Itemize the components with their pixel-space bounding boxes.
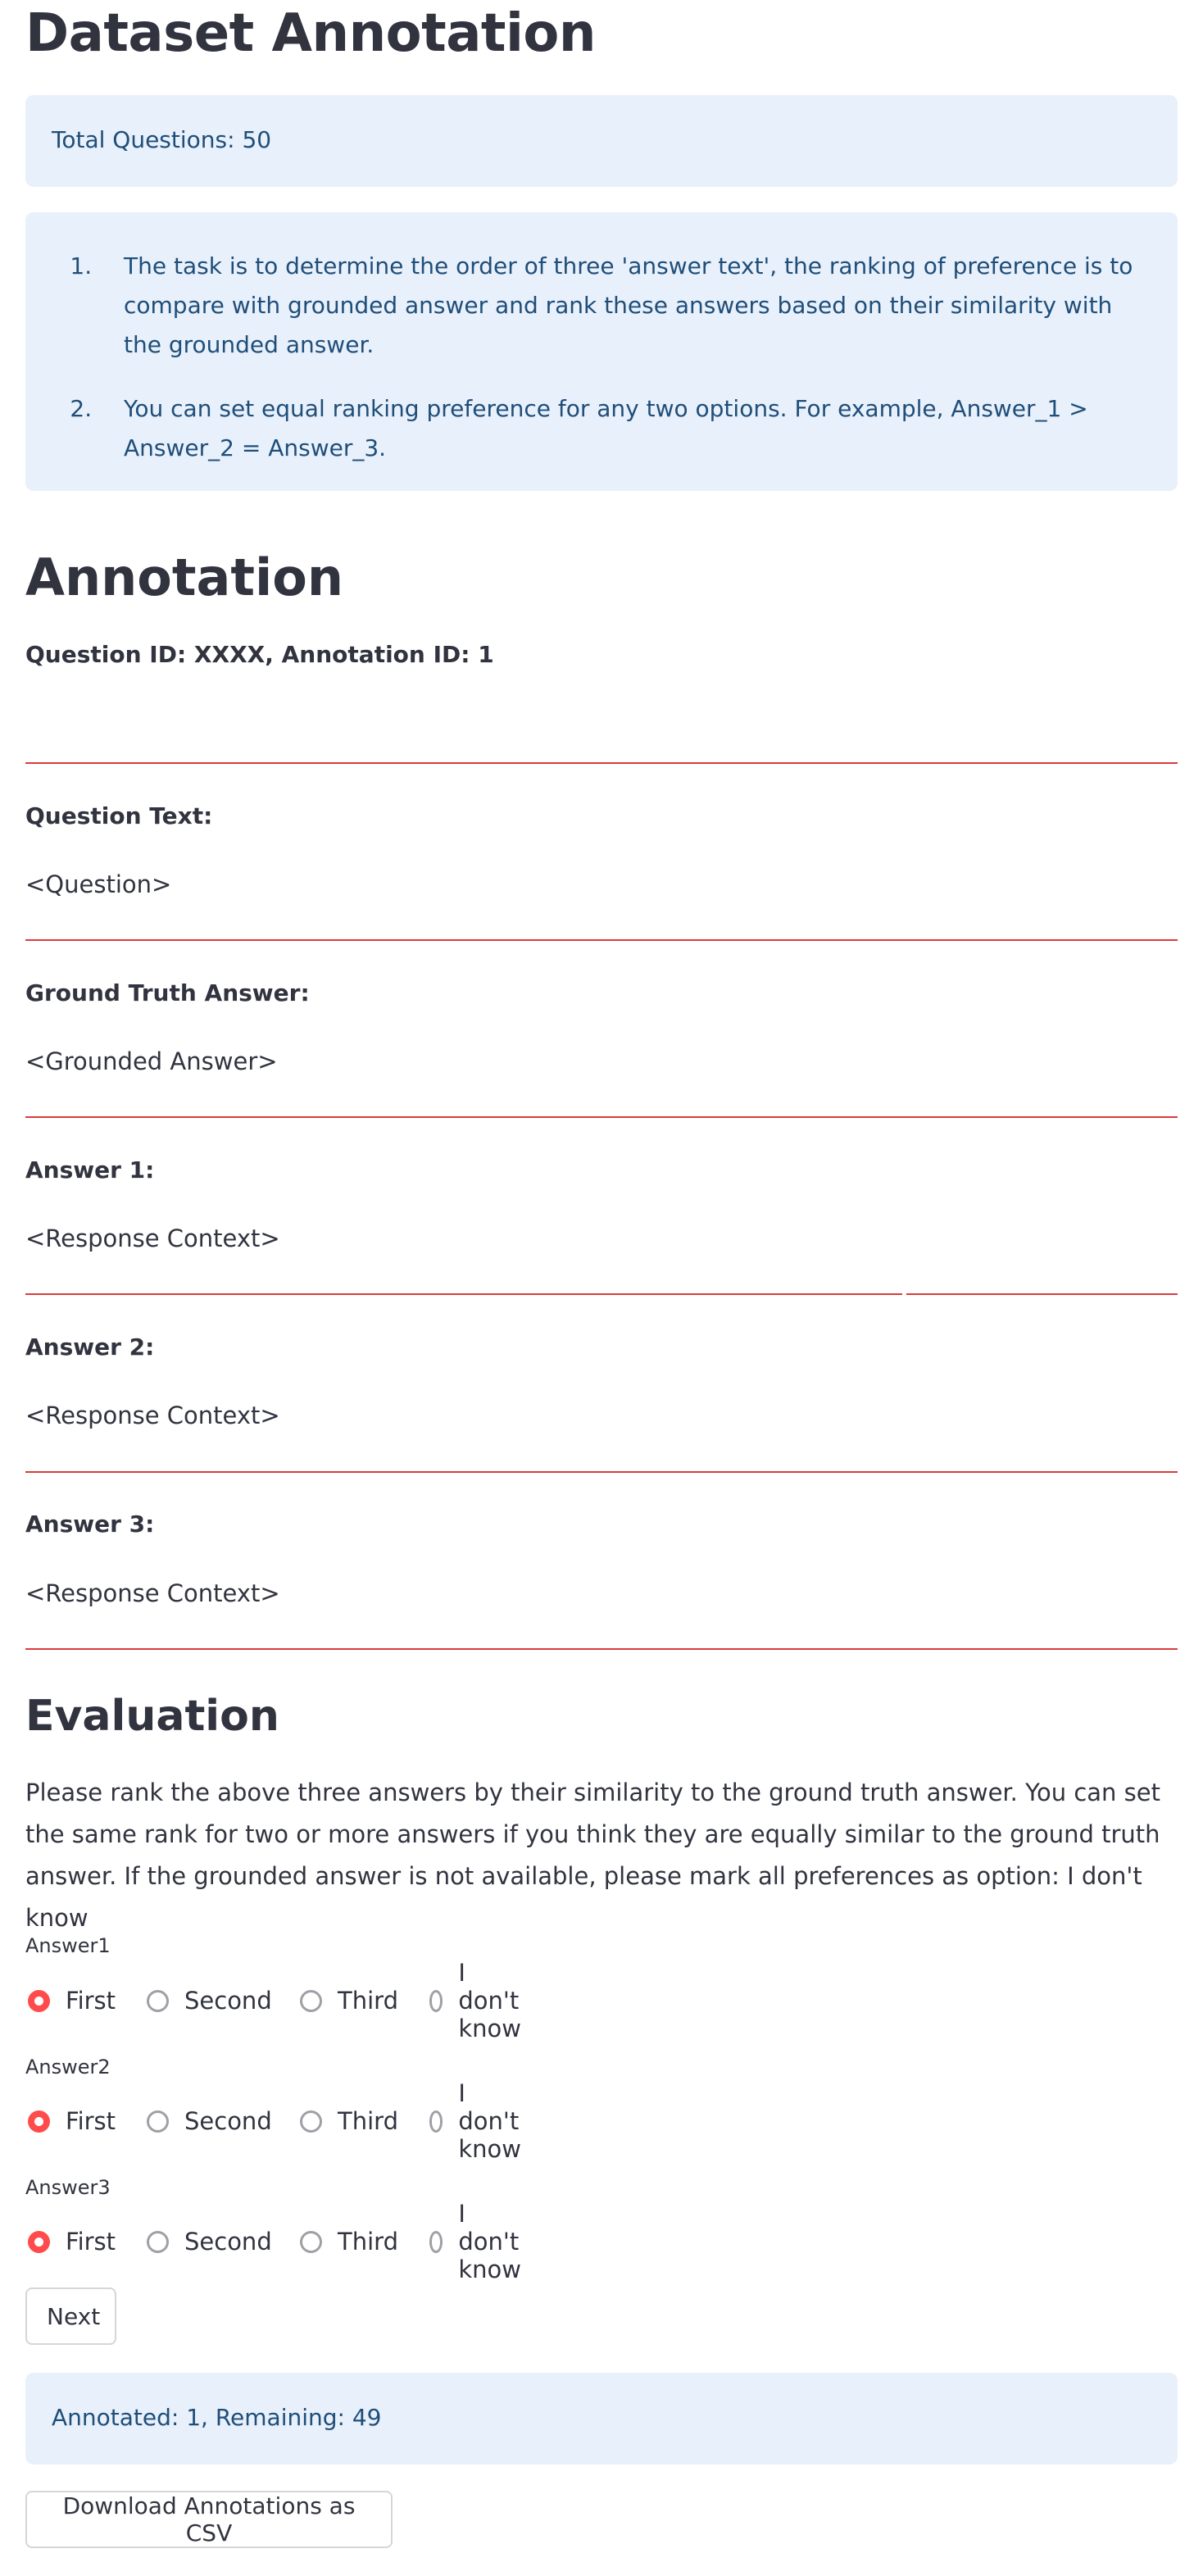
radio-unselected-icon[interactable] [300,2231,322,2253]
option-label: Third [338,2107,398,2135]
divider [25,1293,902,1295]
radio-unselected-icon[interactable] [147,1990,169,2012]
question-text-value: <Question> [25,870,172,898]
question-text-label: Question Text: [25,802,213,829]
question-annotation-ids: Question ID: XXXX, Annotation ID: 1 [25,641,494,668]
radio-unselected-icon[interactable] [429,2231,443,2253]
total-questions-info [25,95,1178,187]
divider [25,1116,1178,1118]
radio-unselected-icon[interactable] [147,2110,169,2133]
answer1-option-second[interactable] [147,1984,272,2017]
radio-selected-icon[interactable] [28,2110,50,2133]
radio-unselected-icon[interactable] [147,2231,169,2253]
option-label: I don't know [458,2200,521,2283]
answer3-option-third[interactable] [300,2225,398,2258]
divider [25,1471,1178,1473]
answer2-option-first[interactable] [28,2105,116,2138]
answer2-label: Answer 2: [25,1333,155,1361]
evaluation-heading: Evaluation [25,1692,279,1741]
answer1-option-first[interactable] [28,1984,116,2017]
instructions-info [25,212,1178,491]
answer2-rank-label: Answer2 [25,2056,111,2079]
answer3-label: Answer 3: [25,1511,155,1538]
option-label: Second [184,2107,272,2135]
option-label: Third [338,2228,398,2256]
download-csv-button[interactable]: Download Annotations as CSV [25,2491,393,2548]
progress-text: Annotated: 1, Remaining: 49 [52,2404,382,2431]
ground-truth-value: <Grounded Answer> [25,1047,278,1075]
option-label: First [66,1987,116,2015]
option-label: First [66,2107,116,2135]
answer1-label: Answer 1: [25,1156,155,1184]
option-label: Third [338,1987,398,2015]
radio-selected-icon[interactable] [28,2231,50,2253]
evaluation-description: Please rank the above three answers by their similarity to the ground truth answer. You can set the same rank for two or more answers if you think they are equally similar to the ground truth answer. If the grounded answer is not available, please mark all preferences as option: I don't know [25,1779,1160,1932]
instruction-item: 1. The task is to determine the order of three 'answer text', the ranking of preference is to compare with grounded answer and rank these answers based on their similarity with the grounded answer. [99,247,1145,365]
answer1-option-third[interactable] [300,1984,398,2017]
answer3-value: <Response Context> [25,1579,280,1607]
answer2-value: <Response Context> [25,1402,280,1429]
radio-unselected-icon[interactable] [300,2110,322,2133]
answer3-option-dont-know[interactable] [429,2200,530,2283]
radio-unselected-icon[interactable] [429,1990,443,2012]
answer2-option-dont-know[interactable] [429,2079,530,2163]
progress-info [25,2373,1178,2465]
total-questions-text: Total Questions: 50 [52,126,272,153]
radio-unselected-icon[interactable] [429,2110,443,2133]
answer1-rank-label: Answer1 [25,1934,111,1957]
option-label: First [66,2228,116,2256]
divider [25,1648,1178,1650]
instruction-item: 2. You can set equal ranking preference for any two options. For example, Answer_1 > Answer_2 = Answer_3. [99,389,1145,468]
radio-selected-icon[interactable] [28,1990,50,2012]
answer1-value: <Response Context> [25,1224,280,1252]
answer3-option-second[interactable] [147,2225,272,2258]
divider [25,939,1178,941]
ground-truth-label: Ground Truth Answer: [25,979,310,1006]
option-label: Second [184,1987,272,2015]
option-label: Second [184,2228,272,2256]
answer1-option-dont-know[interactable] [429,1959,530,2042]
radio-unselected-icon[interactable] [300,1990,322,2012]
divider [906,1293,1178,1295]
option-label: I don't know [458,1959,521,2042]
option-label: I don't know [458,2079,521,2163]
answer3-rank-label: Answer3 [25,2176,111,2199]
answer2-option-third[interactable] [300,2105,398,2138]
answer2-option-second[interactable] [147,2105,272,2138]
next-button[interactable]: Next [25,2288,116,2345]
instructions-list [52,247,1145,468]
divider [25,762,1178,764]
annotation-heading: Annotation [25,547,343,607]
answer3-option-first[interactable] [28,2225,116,2258]
page-title: Dataset Annotation [25,3,596,64]
